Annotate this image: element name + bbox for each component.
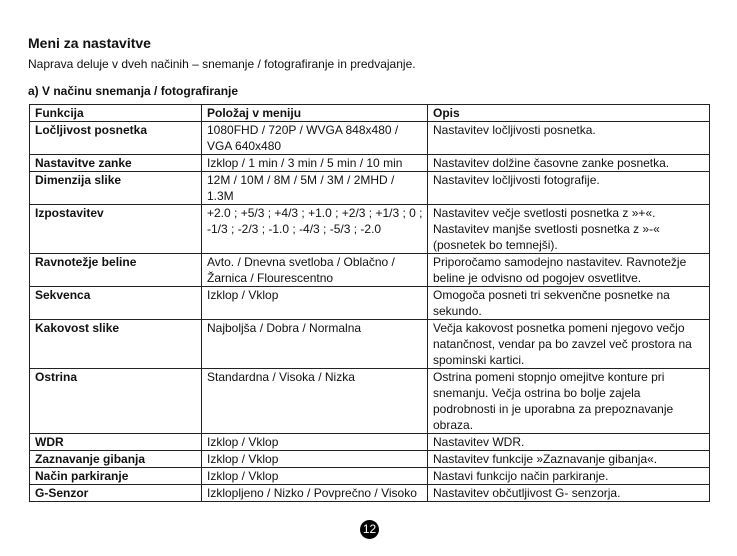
header-description: Opis: [428, 105, 710, 122]
position-cell: Izklop / 1 min / 3 min / 5 min / 10 min: [202, 155, 428, 172]
intro-text: Naprava deluje v dveh načinih – snemanje / fotografiranje in predvajanje.: [28, 57, 416, 71]
position-cell: Izklop / Vklop: [202, 287, 428, 320]
table-header-row: [30, 105, 710, 122]
description-cell: Nastavitev občutljivost G- senzorja.: [428, 485, 710, 502]
function-cell: Način parkiranje: [30, 468, 202, 485]
table-row: [30, 451, 710, 468]
position-cell: Izklop / Vklop: [202, 434, 428, 451]
table-row: [30, 320, 710, 369]
position-cell: Standardna / Visoka / Nizka: [202, 369, 428, 434]
position-cell: Izklop / Vklop: [202, 468, 428, 485]
header-position: Položaj v meniju: [202, 105, 428, 122]
table-row: [30, 254, 710, 287]
table-row: [30, 434, 710, 451]
position-cell: 1080FHD / 720P / WVGA 848x480 / VGA 640x480: [202, 122, 428, 155]
section-heading: a) V načinu snemanja / fotografiranje: [28, 84, 239, 98]
function-cell: Ostrina: [30, 369, 202, 434]
description-cell: Nastavitev ločljivosti fotografije.: [428, 172, 710, 205]
function-cell: Kakovost slike: [30, 320, 202, 369]
description-cell: Večja kakovost posnetka pomeni njegovo večjo natančnost, vendar pa bo zavzel več prostora na spominski kartici.: [428, 320, 710, 369]
function-cell: Dimenzija slike: [30, 172, 202, 205]
function-cell: Ravnotežje beline: [30, 254, 202, 287]
function-cell: Zaznavanje gibanja: [30, 451, 202, 468]
description-cell: Nastavitev WDR.: [428, 434, 710, 451]
position-cell: Izklop / Vklop: [202, 451, 428, 468]
table-row: [30, 172, 710, 205]
description-cell: Ostrina pomeni stopnjo omejitve konture pri snemanju. Večja ostrina bo bolje zajela podrobnosti in je uporabna za prepoznavanje obraza.: [428, 369, 710, 434]
table-row: [30, 485, 710, 502]
settings-table: [29, 104, 710, 502]
table-row: [30, 287, 710, 320]
position-cell: Avto. / Dnevna svetloba / Oblačno / Žarnica / Flourescentno: [202, 254, 428, 287]
table-row: [30, 122, 710, 155]
header-function: Funkcija: [30, 105, 202, 122]
description-cell: Nastavitev funkcije »Zaznavanje gibanja«.: [428, 451, 710, 468]
description-cell: Nastavitev ločljivosti posnetka.: [428, 122, 710, 155]
position-cell: 12M / 10M / 8M / 5M / 3M / 2MHD / 1.3M: [202, 172, 428, 205]
description-cell: Nastavitev dolžine časovne zanke posnetka.: [428, 155, 710, 172]
position-cell: Najboljša / Dobra / Normalna: [202, 320, 428, 369]
position-cell: Izklopljeno / Nizko / Povprečno / Visoko: [202, 485, 428, 502]
page-number-badge: 12: [360, 520, 379, 539]
page-title: Meni za nastavitve: [28, 35, 151, 51]
function-cell: WDR: [30, 434, 202, 451]
position-cell: +2.0 ; +5/3 ; +4/3 ; +1.0 ; +2/3 ; +1/3 ; 0 ; -1/3 ; -2/3 ; -1.0 ; -4/3 ; -5/3 ; -2.0: [202, 205, 428, 254]
function-cell: G-Senzor: [30, 485, 202, 502]
table-row: [30, 205, 710, 254]
description-cell: Priporočamo samodejno nastavitev. Ravnotežje beline je odvisno od pogojev osvetlitve.: [428, 254, 710, 287]
function-cell: Izpostavitev: [30, 205, 202, 254]
function-cell: Ločljivost posnetka: [30, 122, 202, 155]
function-cell: Sekvenca: [30, 287, 202, 320]
function-cell: Nastavitve zanke: [30, 155, 202, 172]
description-cell: Omogoča posneti tri sekvenčne posnetke na sekundo.: [428, 287, 710, 320]
description-cell: Nastavi funkcijo način parkiranje.: [428, 468, 710, 485]
table-row: [30, 468, 710, 485]
table-row: [30, 369, 710, 434]
table-row: [30, 155, 710, 172]
description-cell: Nastavitev večje svetlosti posnetka z »+«. Nastavitev manjše svetlosti posnetka z »-« (posnetek bo temnejši).: [428, 205, 710, 254]
